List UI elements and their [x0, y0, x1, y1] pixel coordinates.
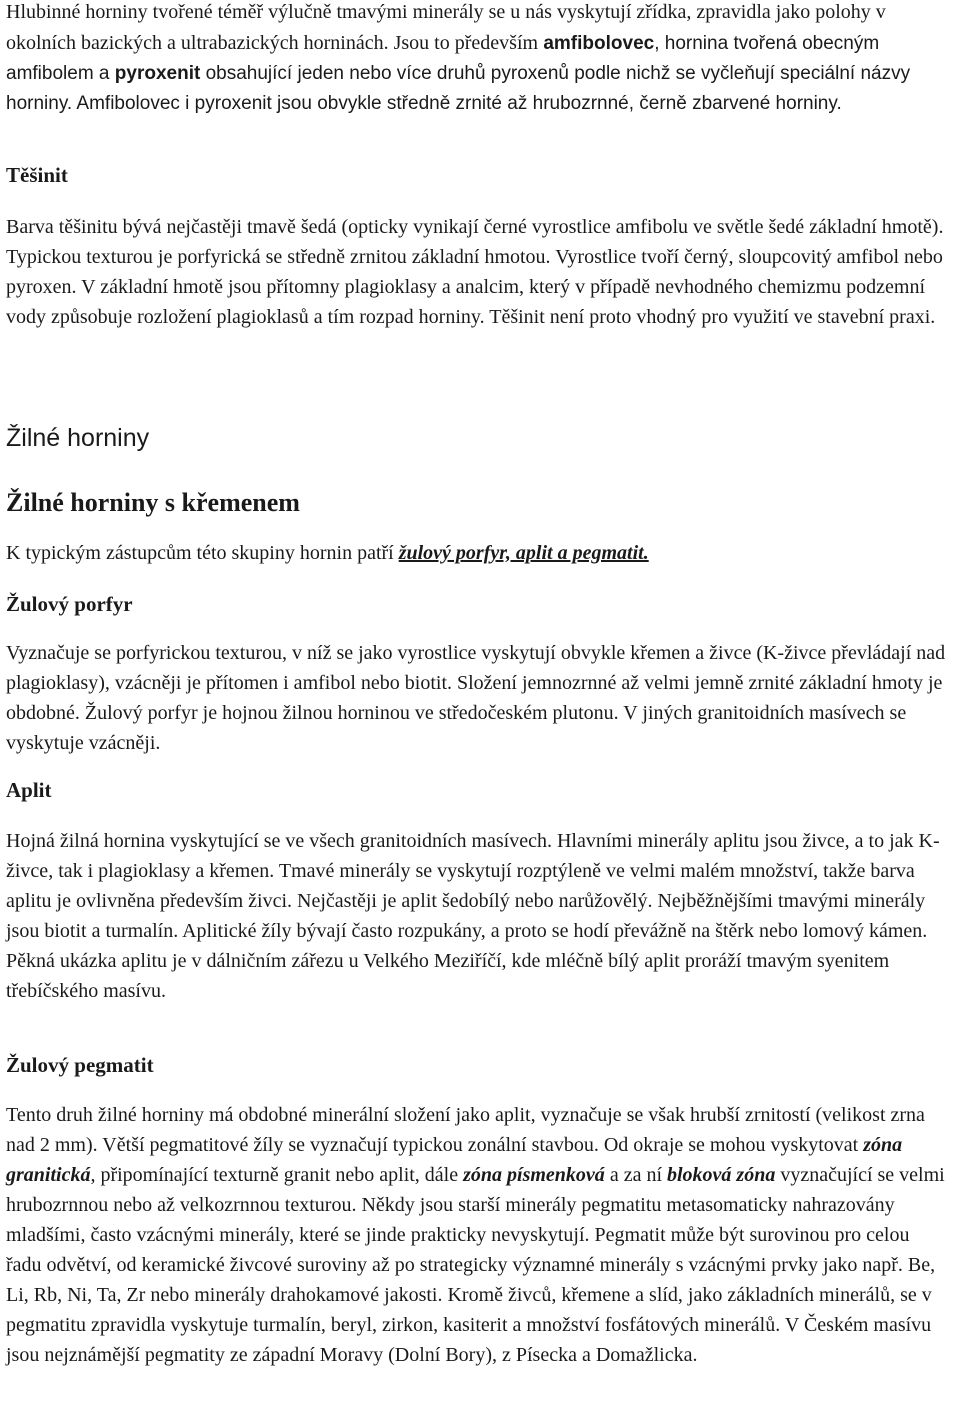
zilne-intro-text: K typickým zástupcům této skupiny hornin patří	[6, 542, 394, 564]
heading-zilne-horniny: Žilné horniny	[6, 424, 150, 452]
intro-paragraph	[6, 0, 946, 119]
term-zona-graniticka: zóna granitická	[6, 1134, 903, 1186]
heading-tesinit: Těšinit	[6, 163, 68, 187]
term-amfibolovec: amfibolovec	[543, 33, 655, 54]
intro-text-2: , hornina tvořená obecným amfibolem a	[6, 33, 880, 84]
pegmatit-text-3: a za ní	[609, 1164, 662, 1186]
intro-text-3: obsahující jeden nebo více druhů pyroxenů podle nichž se vyčleňují speciální názvy horniny. Amfibolovec i pyroxenit jsou obvykle středně zrnité až hrubozrnné, černě zbarvené horniny.	[6, 63, 911, 114]
porfyr-paragraph: Vyznačuje se porfyrickou texturou, v níž se jako vyrostlice vyskytují obvykle křemen a živce (K-živce převládají nad plagioklasy), vzácněji je přítomen i amfibol nebo biotit. Složení jemnozrnné až velmi jemně zrnité základní hmoty je obdobné. Žulový porfyr je hojnou žilnou horninou ve středočeském plutonu. V jiných granitoidních masívech se vyskytuje vzácněji.	[6, 642, 946, 754]
heading-zulovy-pegmatit: Žulový pegmatit	[6, 1053, 154, 1077]
pegmatit-paragraph	[6, 1100, 950, 1370]
zilne-intro-paragraph	[6, 538, 950, 568]
aplit-paragraph: Hojná žilná hornina vyskytující se ve všech granitoidních masívech. Hlavními minerály aplitu jsou živce, a to jak K-živce, tak i plagioklasy a křemen. Tmavé minerály se vyskytují rozptýleně ve velmi malém množství, takže barva aplitu je ovlivněna především živci. Nejčastěji je aplit šedobílý nebo narůžovělý. Nejběžnějšími tmavými minerály jsou biotit a turmalín. Aplitické žíly bývají často rozpukány, a proto se hodí převážně na štěrk nebo lomový kámen. Pěkná ukázka aplitu je v dálničním zářezu u Velkého Meziříčí, kde mléčně bílý aplit proráží tmavým syenitem třebíčského masívu.	[6, 830, 940, 1002]
pegmatit-text-2: , připomínající texturně granit nebo aplit, dále	[90, 1164, 459, 1186]
pegmatit-text-1: Tento druh žilné horniny má obdobné minerální složení jako aplit, vyznačuje se však hrubší zrnitostí (velikost zrna nad 2 mm). Větší pegmatitové žíly se vyznačují typickou zonální stavbou. Od okraje se mohou vyskytovat	[6, 1104, 925, 1156]
term-blokova-zona: bloková zóna	[667, 1164, 776, 1186]
intro-text-1: Hlubinné horniny tvořené téměř výlučně tmavými minerály se u nás vyskytují zřídka, zpravidla jako polohy v okolních bazických a ultrabazických horninách. Jsou to především	[6, 1, 886, 54]
term-zona-pismenkova: zóna písmenková	[463, 1164, 605, 1186]
zilne-intro-emphasis: žulový porfyr, aplit a pegmatit.	[398, 542, 649, 564]
term-pyroxenit: pyroxenit	[114, 63, 201, 84]
heading-zilne-s-kremenem: Žilné horniny s křemenem	[6, 488, 300, 517]
pegmatit-text-4: vyznačující se velmi hrubozrnnou nebo až velkozrnnou texturou. Někdy jsou starší minerály pegmatitu metasomaticky nahrazovány mladšími, často vzácnými minerály, které se jinde prakticky nevyskytují. Pegmatit může být surovinou pro celou řadu odvětví, od keramické živcové suroviny až po strategicky významné minerály s vzácnými prvky jako např. Be, Li, Rb, Ni, Ta, Zr nebo minerály drahokamové jakosti. Kromě živců, křemene a slíd, jako základních minerálů, se v pegmatitu zpravidla vyskytuje turmalín, beryl, zirkon, kasiterit a množství fosfátových minerálů. V Českém masívu jsou nejznámější pegmatity ze západní Moravy (Dolní Bory), z Písecka a Domažlicka.	[6, 1164, 945, 1366]
heading-zulovy-porfyr: Žulový porfyr	[6, 592, 133, 616]
heading-aplit: Aplit	[6, 778, 52, 802]
tesinit-paragraph: Barva těšinitu bývá nejčastěji tmavě šedá (opticky vynikají černé vyrostlice amfibolu ve světle šedé základní hmotě). Typickou texturou je porfyrická se středně zrnitou základní hmotou. Vyrostlice tvoří černý, sloupcovitý amfibol nebo pyroxen. V základní hmotě jsou přítomny plagioklasy a analcim, který v případě nevhodného chemizmu podzemní vody způsobuje rozložení plagioklasů a tím rozpad horniny. Těšinit není proto vhodný pro využití ve stavební praxi.	[6, 216, 944, 328]
